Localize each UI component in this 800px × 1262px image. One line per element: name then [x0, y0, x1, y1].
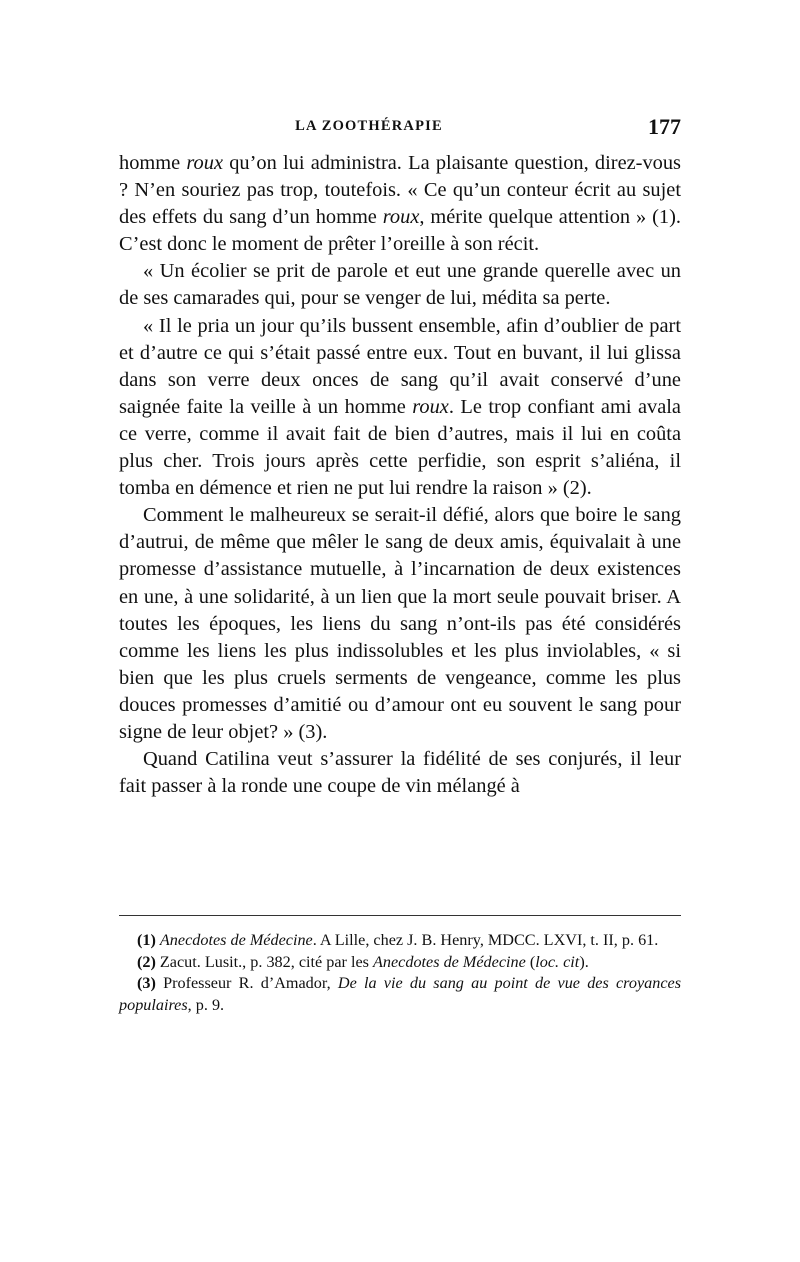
book-page — [119, 0, 681, 1262]
paragraph-5: Quand Catilina veut s’assurer la fidélité de ses conjurés, il leur fait passer à la ronde une coupe de vin mélangé à — [119, 748, 681, 798]
paragraph-1-part-c: qu’on lui administra. La plaisante question, direz-vous ? N’en souriez pas trop, toutefois. « Ce qu’un conteur écrit au sujet des effets du sang d’un homme — [119, 152, 681, 229]
footnote-1-text: . A Lille, chez J. B. Henry, MDCC. LXVI, t. II, p. 61. — [312, 931, 659, 949]
paragraph-1-italic-roux: roux — [186, 152, 223, 174]
footnote-2-loc-cit: loc. cit — [535, 952, 580, 971]
footnote-2-text-b: ( — [525, 952, 536, 971]
footnote-2 — [119, 952, 681, 974]
paragraph-1 — [119, 150, 681, 258]
paragraph-2: « Un écolier se prit de parole et eut une grande querelle avec un de ses camarades qui, pour se venger de lui, médita sa perte. — [119, 260, 681, 310]
footnote-2-text-a: Zacut. Lusit., p. 382, cité par les — [159, 952, 373, 971]
footnote-2-number: (2) — [137, 952, 160, 971]
footnote-3-text-b: , p. 9. — [187, 995, 225, 1014]
paragraph-3-italic-roux: roux — [412, 395, 449, 418]
running-head: LA ZOOTHÉRAPIE — [295, 118, 443, 134]
footnote-3-title: De la vie du sang au point de vue des croyances populaires — [119, 974, 682, 1014]
body-text — [119, 150, 681, 800]
paragraph-1-part-a: homme — [119, 152, 187, 174]
footnotes — [119, 930, 681, 1016]
footnote-3-number: (3) — [137, 974, 164, 993]
footnote-1-title: Anecdotes de Médecine — [159, 931, 313, 949]
paragraph-3 — [119, 313, 681, 503]
footnote-2-title: Anecdotes de Médecine — [373, 952, 526, 971]
footnote-3-text-a: Professeur R. d’Amador, — [163, 974, 338, 993]
paragraph-3-part-c: . Le trop confiant ami avala ce verre, comme il avait fait de bien d’autres, mais il lui en coûta plus cher. Trois jours après cette perfidie, son esprit s’aliéna, il tomba en démence et rien ne put lui rendre la raison » (2). — [119, 395, 681, 500]
paragraph-3-part-a: « Il le pria un jour qu’ils bussent ensemble, afin d’oublier de part et d’autre ce qui s’était passé entre eux. Tout en buvant, il lui glissa dans son verre deux onces de sang qu’il avait conservé d’une saignée faite la veille à un homme — [119, 314, 681, 418]
footnote-1 — [119, 930, 681, 952]
footnote-3 — [119, 973, 681, 1016]
paragraph-1-italic-roux-2: roux — [382, 206, 420, 229]
page-number: 177 — [648, 114, 681, 139]
page-header — [119, 114, 681, 144]
footnote-1-number: (1) — [137, 931, 160, 949]
footnote-2-text-c: ). — [579, 952, 589, 971]
paragraph-4: Comment le malheureux se serait-il défié, alors que boire le sang d’autrui, de même que mêler le sang de deux amis, équivalait à une promesse d’assistance mutuelle, à l’incarnation de deux existences en une, à une solidarité, à un lien que la mort seule pouvait briser. A toutes les époques, les liens du sang n’ont-ils pas été considérés comme les liens les plus indissolubles et les plus inviolables, « si bien que les plus cruels serments de vengeance, comme les plus douces promesses d’amitié ou d’amour ont eu souvent le sang pour signe de leur objet? » (3). — [119, 504, 681, 743]
footnote-divider — [119, 915, 681, 916]
paragraph-1-part-e: , mérite quelque attention » (1). C’est donc le moment de prêter l’oreille à son récit. — [119, 206, 681, 256]
